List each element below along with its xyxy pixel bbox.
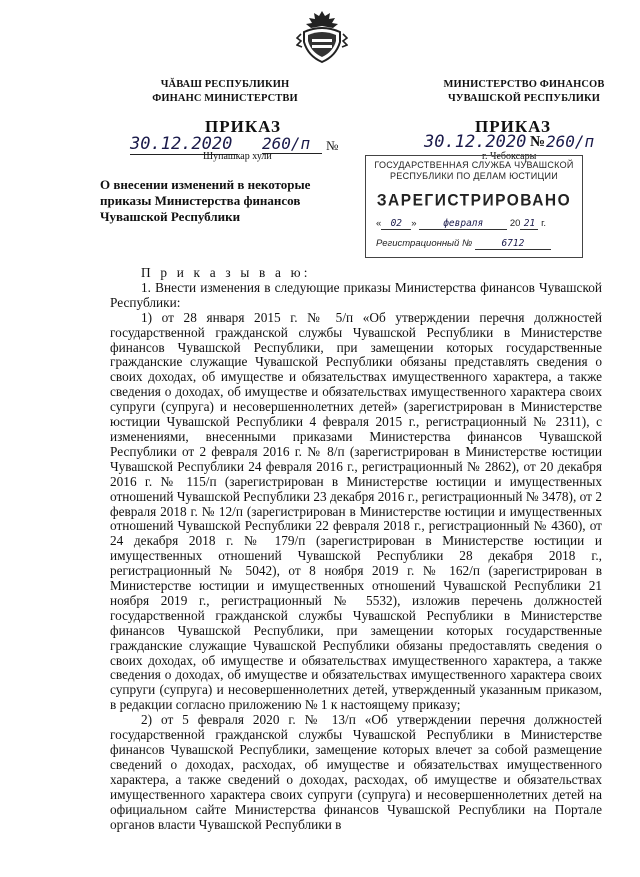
stamp-date-row: « 02 » февраля 20 21 г. xyxy=(376,218,547,229)
stamp-reg-label: Регистрационный № xyxy=(376,238,473,249)
order-date-left: 30.12.2020 xyxy=(130,134,238,155)
document-subject: О внесении изменений в некоторые приказы Министерства финансов Чувашской Республики xyxy=(100,177,311,224)
header-right-line1: МИНИСТЕРСТВО ФИНАНСОВ xyxy=(443,79,605,90)
header-left-line2: ФИНАНС МИНИСТЕРСТВИ xyxy=(152,93,298,104)
order-city-left: Шупашкар хули xyxy=(203,151,272,162)
order-date-right: 30.12.2020 xyxy=(424,132,527,152)
body-paragraph-1: 1. Внести изменения в следующие приказы Министерства финансов Чувашской Республики: xyxy=(110,279,602,310)
stamp-month: февраля xyxy=(419,218,507,230)
order-title-right: ПРИКАЗ xyxy=(475,117,551,136)
header-chuvash xyxy=(120,78,330,106)
header-left-line1: ЧĂВАШ РЕСПУБЛИКИН xyxy=(160,79,290,90)
order-number-right: 260/п xyxy=(546,132,595,151)
stamp-line2: РЕСПУБЛИКИ ПО ДЕЛАМ ЮСТИЦИИ xyxy=(389,171,558,181)
header-russian xyxy=(424,78,624,106)
order-number-sign-right: № xyxy=(530,134,546,150)
body-paragraph-3: 2) от 5 февраля 2020 г. № 13/п «Об утверждении перечня должностей государственной гражданской службы Чувашской Республики в Министерстве финансов Чувашской Республики, замещение которых влечет за собой размещение сведений о доходах, расходах, об имуществе и обязательствах имущественного характера, а также сведений о доходах, расходах, об имуществе и обязательствах имущественного характера своих супруги (супруга) и несовершеннолетних детей на официальном сайте Министерства финансов Чувашской Республики на Портале органов власти Чувашской Республики в xyxy=(110,712,602,832)
order-title-left: ПРИКАЗ xyxy=(205,117,281,136)
stamp-reg-number: 6712 xyxy=(475,238,551,250)
order-number-sign-left: № xyxy=(326,138,339,153)
order-city-right: г. Чебоксары xyxy=(482,151,537,162)
stamp-reg-row xyxy=(376,238,551,250)
stamp-day: 02 xyxy=(381,218,411,230)
coat-of-arms-icon xyxy=(296,8,348,66)
body-paragraph-2: 1) от 28 января 2015 г. № 5/п «Об утверждении перечня должностей государственной гражданской службы Чувашской Республики в Министерстве финансов Чувашской Республики, при замещении которых государственные гражданские служащие Чувашской Республики обязаны представлять сведения о своих доходах, об имуществе и обязательствах имущественного характера, а также сведения о доходах, об имуществе и обязательствах имущественного характера своих супруги (супруга) и несовершеннолетних детей» (зарегистрирован в Министерстве юстиции Чувашской Республики 4 февраля 2015 г., регистрационный № 2311), с изменениями, внесенными приказами Министерства финансов Чувашской Республики от 2 февраля 2016 г. № 8/п (зарегистрирован в Министерстве юстиции Чувашской Республики 24 февраля 2016 г., регистрационный № 2862), от 20 декабря 2016 г. № 115/п (зарегистрирован в Министерстве юстиции и имущественных отношений Чувашской Республики 23 декабря 2016 г., регистрационный № 3478), от 2 февраля 2018 г. № 12/п (зарегистрирован в Министерстве юстиции и имущественных отношений Чувашской Республики 22 февраля 2018 г., регистрационный № 4360), от 24 декабря 2018 г. № 179/п (зарегистрирован в Министерстве юстиции и имущественных отношений Чувашской Республики 28 декабря 2018 г., регистрационный № 5042), от 8 ноября 2019 г. № 162/п (зарегистрирован в Министерстве юстиции и имущественных отношений Чувашской Республики 21 ноября 2019 г., регистрационный № 5532), изложив перечень должностей государственной гражданской службы Чувашской Республики в Министерстве финансов Чувашской Республики, при замещении которых государственные гражданские служащие Чувашской Республики обязаны предоставлять сведения о своих доходах, об имуществе и обязательствах имущественного характера, а также сведения о доходах, об имуществе и обязательствах имущественного характера своих супруги (супруга) и несовершеннолетних детей, утвержденный указанным приказом, в редакции согласно приложению № 1 к настоящему приказу; xyxy=(110,309,602,713)
header-right-line2: ЧУВАШСКОЙ РЕСПУБЛИКИ xyxy=(447,93,601,104)
stamp-year-suffix: 21 xyxy=(520,218,538,230)
document-body xyxy=(110,266,602,832)
registration-stamp xyxy=(365,155,583,258)
stamp-year-mark: г. xyxy=(541,218,547,229)
stamp-year-prefix: 20 xyxy=(509,218,521,229)
order-number-left: 260/п xyxy=(262,134,322,154)
body-heading: П р и к а з ы в а ю: xyxy=(141,265,311,280)
stamp-status: ЗАРЕГИСТРИРОВАНО xyxy=(376,191,572,210)
stamp-line1: ГОСУДАРСТВЕННАЯ СЛУЖБА ЧУВАШСКОЙ xyxy=(374,160,574,170)
